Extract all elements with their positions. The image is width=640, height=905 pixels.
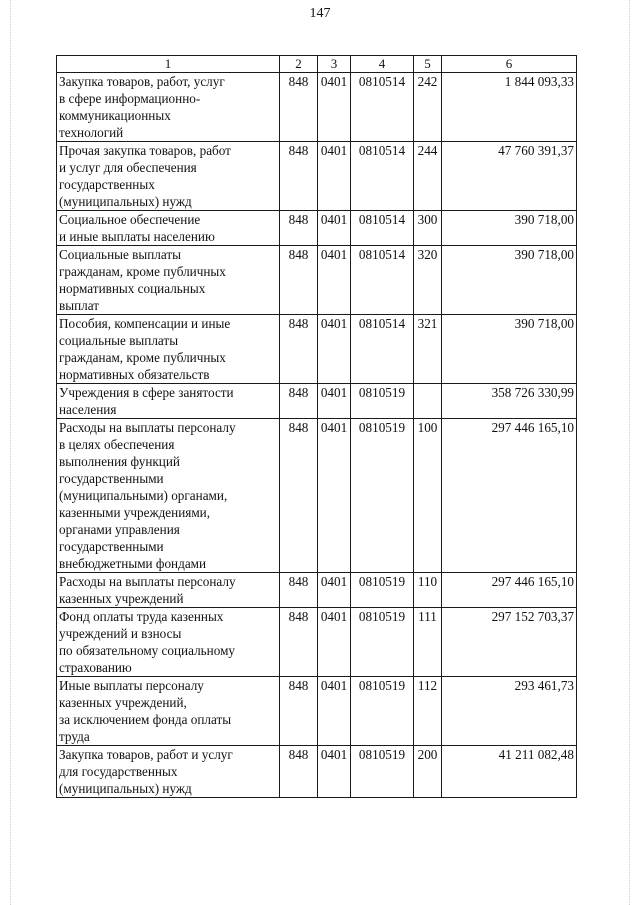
amount-cell: 390 718,00 [442,246,577,315]
row-name-cell [57,419,280,573]
column-header: 4 [351,56,414,73]
row-name-line: Закупка товаров, работ и услуг [59,747,233,762]
section-code-cell: 0401 [318,315,351,384]
row-name-line: выплат [59,298,100,313]
section-code-cell: 0401 [318,677,351,746]
admin-code-cell: 848 [280,746,318,798]
row-name-line: коммуникационных [59,108,171,123]
target-article-cell: 0810519 [351,384,414,419]
section-code-cell: 0401 [318,573,351,608]
amount-cell: 390 718,00 [442,315,577,384]
row-name-line: технологий [59,125,124,140]
row-name-line: (муниципальными) органами, [59,488,228,503]
row-name-line: казенных учреждений [59,591,184,606]
row-name-cell [57,315,280,384]
expense-type-cell: 321 [414,315,442,384]
admin-code-cell: 848 [280,608,318,677]
table-row [57,677,577,746]
target-article-cell: 0810519 [351,419,414,573]
row-name-cell [57,384,280,419]
column-header: 2 [280,56,318,73]
expense-type-cell: 112 [414,677,442,746]
row-name-line: и услуг для обеспечения [59,160,197,175]
row-name-line: государственных [59,177,155,192]
section-code-cell: 0401 [318,142,351,211]
row-name-cell [57,211,280,246]
row-name-line: Иные выплаты персоналу [59,678,204,693]
admin-code-cell: 848 [280,573,318,608]
row-name-line: гражданам, кроме публичных [59,350,226,365]
admin-code-cell: 848 [280,384,318,419]
expense-type-cell: 300 [414,211,442,246]
table-header-row [57,56,577,73]
row-name-line: Социальные выплаты [59,247,181,262]
row-name-line: Социальное обеспечение [59,212,201,227]
expense-type-cell: 242 [414,73,442,142]
section-code-cell: 0401 [318,246,351,315]
row-name-line: социальные выплаты [59,333,179,348]
amount-cell: 41 211 082,48 [442,746,577,798]
row-name-line: страхованию [59,660,132,675]
row-name-cell [57,246,280,315]
page-number: 147 [309,6,331,21]
table-row [57,384,577,419]
section-code-cell: 0401 [318,211,351,246]
row-name-line: и иные выплаты населению [59,229,215,244]
target-article-cell: 0810519 [351,746,414,798]
row-name-line: нормативных социальных [59,281,206,296]
admin-code-cell: 848 [280,211,318,246]
expense-type-cell: 111 [414,608,442,677]
scan-edge-right [629,0,631,905]
row-name-cell [57,73,280,142]
section-code-cell: 0401 [318,384,351,419]
row-name-line: в целях обеспечения [59,437,175,452]
table-row [57,246,577,315]
row-name-line: труда [59,729,90,744]
row-name-line: (муниципальных) нужд [59,194,192,209]
table-row [57,419,577,573]
column-header: 1 [57,56,280,73]
amount-cell: 297 446 165,10 [442,419,577,573]
budget-table [56,55,577,798]
column-header: 6 [442,56,577,73]
section-code-cell: 0401 [318,73,351,142]
row-name-line: за исключением фонда оплаты [59,712,232,727]
row-name-line: выполнения функций [59,454,180,469]
target-article-cell: 0810514 [351,73,414,142]
row-name-cell [57,573,280,608]
amount-cell: 297 152 703,37 [442,608,577,677]
column-header: 3 [318,56,351,73]
row-name-line: Расходы на выплаты персоналу [59,574,236,589]
amount-cell: 1 844 093,33 [442,73,577,142]
row-name-line: Расходы на выплаты персоналу [59,420,236,435]
table-row [57,142,577,211]
row-name-line: по обязательному социальному [59,643,236,658]
section-code-cell: 0401 [318,608,351,677]
expense-type-cell: 100 [414,419,442,573]
section-code-cell: 0401 [318,419,351,573]
table-row [57,315,577,384]
section-code-cell: 0401 [318,746,351,798]
target-article-cell: 0810519 [351,677,414,746]
row-name-line: нормативных обязательств [59,367,210,382]
table-row [57,211,577,246]
row-name-line: Прочая закупка товаров, работ [59,143,231,158]
expense-type-cell: 200 [414,746,442,798]
table-row [57,608,577,677]
row-name-line: в сфере информационно- [59,91,201,106]
admin-code-cell: 848 [280,677,318,746]
row-name-line: Закупка товаров, работ, услуг [59,74,225,89]
amount-cell: 358 726 330,99 [442,384,577,419]
target-article-cell: 0810519 [351,573,414,608]
expense-type-cell [414,384,442,419]
expense-type-cell: 244 [414,142,442,211]
amount-cell: 390 718,00 [442,211,577,246]
table-row [57,746,577,798]
row-name-cell [57,608,280,677]
row-name-line: государственными [59,471,164,486]
admin-code-cell: 848 [280,315,318,384]
row-name-line: Пособия, компенсации и иные [59,316,231,331]
row-name-cell [57,142,280,211]
row-name-line: Фонд оплаты труда казенных [59,609,224,624]
row-name-line: гражданам, кроме публичных [59,264,226,279]
scan-edge-left [10,0,12,905]
target-article-cell: 0810514 [351,142,414,211]
table-body [57,73,577,798]
row-name-cell [57,677,280,746]
target-article-cell: 0810514 [351,246,414,315]
target-article-cell: 0810519 [351,608,414,677]
row-name-line: внебюджетными фондами [59,556,207,571]
target-article-cell: 0810514 [351,315,414,384]
expense-type-cell: 110 [414,573,442,608]
admin-code-cell: 848 [280,73,318,142]
row-name-line: населения [59,402,117,417]
row-name-line: Учреждения в сфере занятости [59,385,234,400]
amount-cell: 293 461,73 [442,677,577,746]
admin-code-cell: 848 [280,246,318,315]
table-row [57,573,577,608]
amount-cell: 297 446 165,10 [442,573,577,608]
row-name-line: казенными учреждениями, [59,505,211,520]
row-name-line: государственными [59,539,164,554]
row-name-line: (муниципальных) нужд [59,781,192,796]
row-name-line: казенных учреждений, [59,695,187,710]
admin-code-cell: 848 [280,142,318,211]
admin-code-cell: 848 [280,419,318,573]
row-name-line: органами управления [59,522,180,537]
column-header: 5 [414,56,442,73]
row-name-cell [57,746,280,798]
expense-type-cell: 320 [414,246,442,315]
amount-cell: 47 760 391,37 [442,142,577,211]
table-row [57,73,577,142]
row-name-line: для государственных [59,764,178,779]
row-name-line: учреждений и взносы [59,626,182,641]
target-article-cell: 0810514 [351,211,414,246]
